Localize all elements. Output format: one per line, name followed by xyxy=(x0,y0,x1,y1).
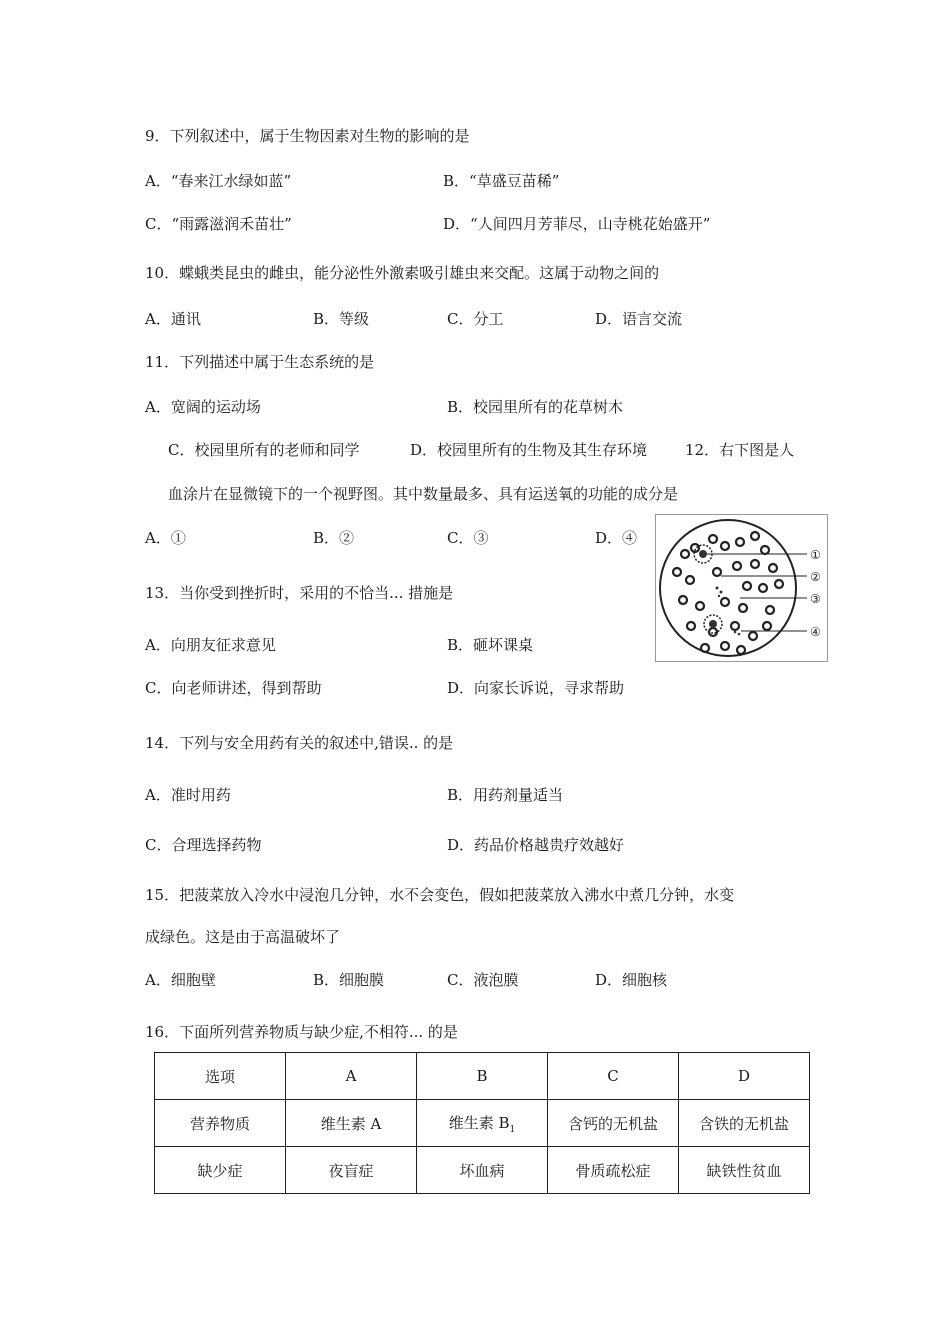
table-header-cell: A xyxy=(286,1053,417,1100)
q9-option-d: D．“人间四月芳菲尽，山寺桃花始盛开” xyxy=(443,215,711,233)
table-cell: 夜盲症 xyxy=(286,1147,417,1194)
q10-option-b: B．等级 xyxy=(313,310,370,328)
question-16-stem: 16．下面所列营养物质与缺少症,不相符... 的是 xyxy=(145,1023,458,1041)
q15-option-c: C．液泡膜 xyxy=(447,971,519,989)
q10-option-a: A．通讯 xyxy=(145,310,201,328)
question-14-stem: 14．下列与安全用药有关的叙述中,错误.. 的是 xyxy=(145,734,454,752)
q15-option-d: D．细胞核 xyxy=(595,971,668,989)
q15-option-a: A．细胞壁 xyxy=(145,971,216,989)
question-10-stem: 10．蝶蛾类昆虫的雌虫，能分泌性外激素吸引雄虫来交配。这属于动物之间的 xyxy=(145,264,660,282)
q13-option-d: D．向家长诉说，寻求帮助 xyxy=(447,679,625,697)
table-cell: 缺少症 xyxy=(155,1147,286,1194)
nutrient-deficiency-table xyxy=(154,1052,810,1194)
q12-option-b: B．② xyxy=(313,529,355,547)
question-12-stem-start: 12．右下图是人 xyxy=(685,441,795,459)
q15-option-b: B．细胞膜 xyxy=(313,971,385,989)
q11-option-a: A．宽阔的运动场 xyxy=(145,398,261,416)
blood-smear-figure xyxy=(655,514,828,662)
q10-option-c: C．分工 xyxy=(447,310,504,328)
q12-option-a: A．① xyxy=(145,529,186,547)
q9-option-a: A．“春来江水绿如蓝” xyxy=(145,172,292,190)
q13-option-c: C．向老师讲述，得到帮助 xyxy=(145,679,322,697)
q12-option-d: D．④ xyxy=(595,529,638,547)
q11-option-d: D．校园里所有的生物及其生存环境 xyxy=(410,441,648,459)
q14-option-a: A．准时用药 xyxy=(145,786,231,804)
q12-option-c: C．③ xyxy=(447,529,489,547)
table-cell xyxy=(417,1100,548,1147)
table-cell: 营养物质 xyxy=(155,1100,286,1147)
table-cell: 含铁的无机盐 xyxy=(679,1100,810,1147)
q11-option-b: B．校园里所有的花草树木 xyxy=(447,398,624,416)
question-9-stem: 9．下列叙述中，属于生物因素对生物的影响的是 xyxy=(145,127,470,145)
question-12-stem-end: 血涂片在显微镜下的一个视野图。其中数量最多、具有运送氧的功能的成分是 xyxy=(168,485,679,503)
table-header-cell: 选项 xyxy=(155,1053,286,1100)
vitamin-b-subscript: 1 xyxy=(509,1124,516,1135)
table-header-cell: C xyxy=(548,1053,679,1100)
table-cell: 骨质疏松症 xyxy=(548,1147,679,1194)
q14-option-d: D．药品价格越贵疗效越好 xyxy=(447,836,625,854)
question-13-stem: 13．当你受到挫折时，采用的不恰当... 措施是 xyxy=(145,584,454,602)
q14-option-b: B．用药剂量适当 xyxy=(447,786,564,804)
vitamin-b-label: 维生素 B xyxy=(448,1113,510,1132)
table-row xyxy=(155,1100,810,1147)
q9-option-c: C．“雨露滋润禾苗壮” xyxy=(145,215,292,233)
q13-option-a: A．向朋友征求意见 xyxy=(145,636,276,654)
figure-label-2: ② xyxy=(810,570,821,584)
question-11-stem: 11．下列描述中属于生态系统的是 xyxy=(145,353,375,371)
question-15-stem-line2: 成绿色。这是由于高温破坏了 xyxy=(145,928,341,946)
q11-option-c: C．校园里所有的老师和同学 xyxy=(168,441,360,459)
table-header-cell: B xyxy=(417,1053,548,1100)
figure-label-3: ③ xyxy=(810,592,821,606)
q10-option-d: D．语言交流 xyxy=(595,310,683,328)
q13-option-b: B．砸坏课桌 xyxy=(447,636,534,654)
table-header-cell: D xyxy=(679,1053,810,1100)
question-15-stem-line1: 15．把菠菜放入冷水中浸泡几分钟，水不会变色，假如把菠菜放入沸水中煮几分钟，水变 xyxy=(145,886,735,904)
q9-option-b: B．“草盛豆苗稀” xyxy=(443,172,560,190)
table-cell: 坏血病 xyxy=(417,1147,548,1194)
table-row xyxy=(155,1053,810,1100)
table-cell: 缺铁性贫血 xyxy=(679,1147,810,1194)
table-cell: 含钙的无机盐 xyxy=(548,1100,679,1147)
table-row xyxy=(155,1147,810,1194)
q14-option-c: C．合理选择药物 xyxy=(145,836,262,854)
table-cell: 维生素 A xyxy=(286,1100,417,1147)
figure-label-4: ④ xyxy=(810,625,821,639)
figure-label-1: ① xyxy=(810,548,821,562)
